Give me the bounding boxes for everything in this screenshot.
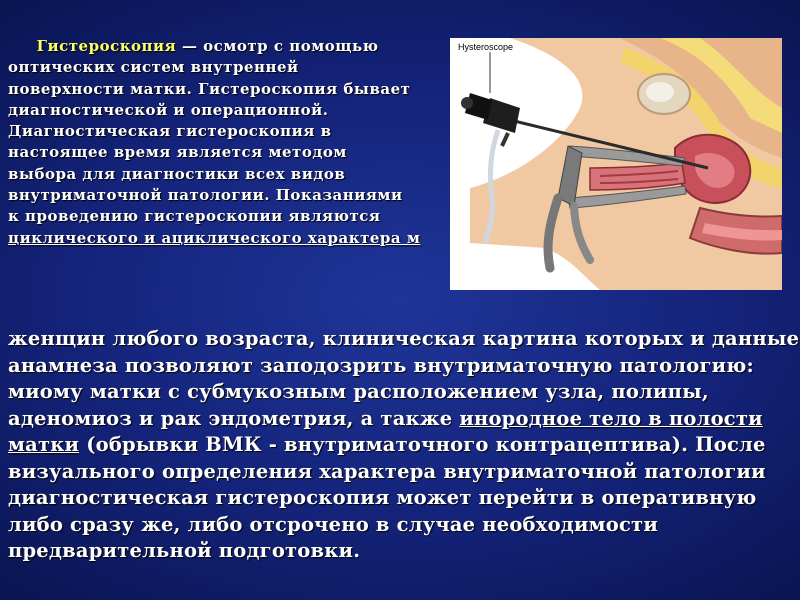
- bottom-line-7: диагностическая гистероскопия может перейти в оперативную: [8, 486, 757, 509]
- foreign-body-link[interactable]: инородное тело в полости: [459, 406, 763, 430]
- top-line-8: внутриматочной патологии. Показаниями: [8, 186, 403, 205]
- top-line-6: настоящее время является методом: [8, 143, 347, 162]
- bottom-line-2: анамнеза позволяют заподозрить внутриматочную патологию:: [8, 353, 754, 377]
- anatomy-drawing: [450, 38, 782, 290]
- term-hysteroscopy: Гистероскопия: [36, 37, 177, 55]
- bottom-line-6: визуального определения характера внутриматочной патологии: [8, 459, 766, 483]
- top-line-5: Диагностическая гистероскопия в: [8, 122, 332, 141]
- top-line-9: к проведению гистероскопии являются: [8, 207, 381, 226]
- bottom-line-3: миому матки с субмукозным расположением узла, полипы,: [8, 380, 709, 403]
- bottom-line-1: женщин любого возраста, клиническая картина которых и данные: [8, 327, 800, 350]
- top-line-2: оптических систем внутренней: [8, 58, 299, 77]
- bottom-line-4: [8, 406, 790, 433]
- hysteroscope-label: Hysteroscope: [458, 42, 514, 52]
- top-line-7: выбора для диагностики всех видов: [8, 164, 346, 183]
- foreign-body-link-cont[interactable]: матки: [8, 433, 80, 456]
- top-paragraph: [8, 36, 478, 249]
- top-line-3: поверхности матки. Гистероскопия бывает: [8, 79, 411, 98]
- bottom-line-9: предварительной подготовки.: [8, 539, 361, 562]
- bottom-line-5: [8, 432, 790, 459]
- bottom-paragraph: [8, 326, 800, 565]
- top-line-1-text: — осмотр с помощью: [176, 37, 379, 55]
- bottom-line-5-text: (обрывки ВМК - внутриматочного контрацептива). После: [79, 433, 766, 456]
- bottom-line-8: либо сразу же, либо отсрочено в случае необходимости: [8, 512, 659, 536]
- top-line-10: циклического и ациклического характера м: [8, 228, 421, 247]
- top-line-4: диагностической и операционной.: [8, 100, 329, 119]
- hysteroscope-illustration: [450, 38, 782, 290]
- bottom-line-4-text: аденомиоз и рак эндометрия, а также: [8, 406, 460, 430]
- top-line-1: [8, 36, 478, 57]
